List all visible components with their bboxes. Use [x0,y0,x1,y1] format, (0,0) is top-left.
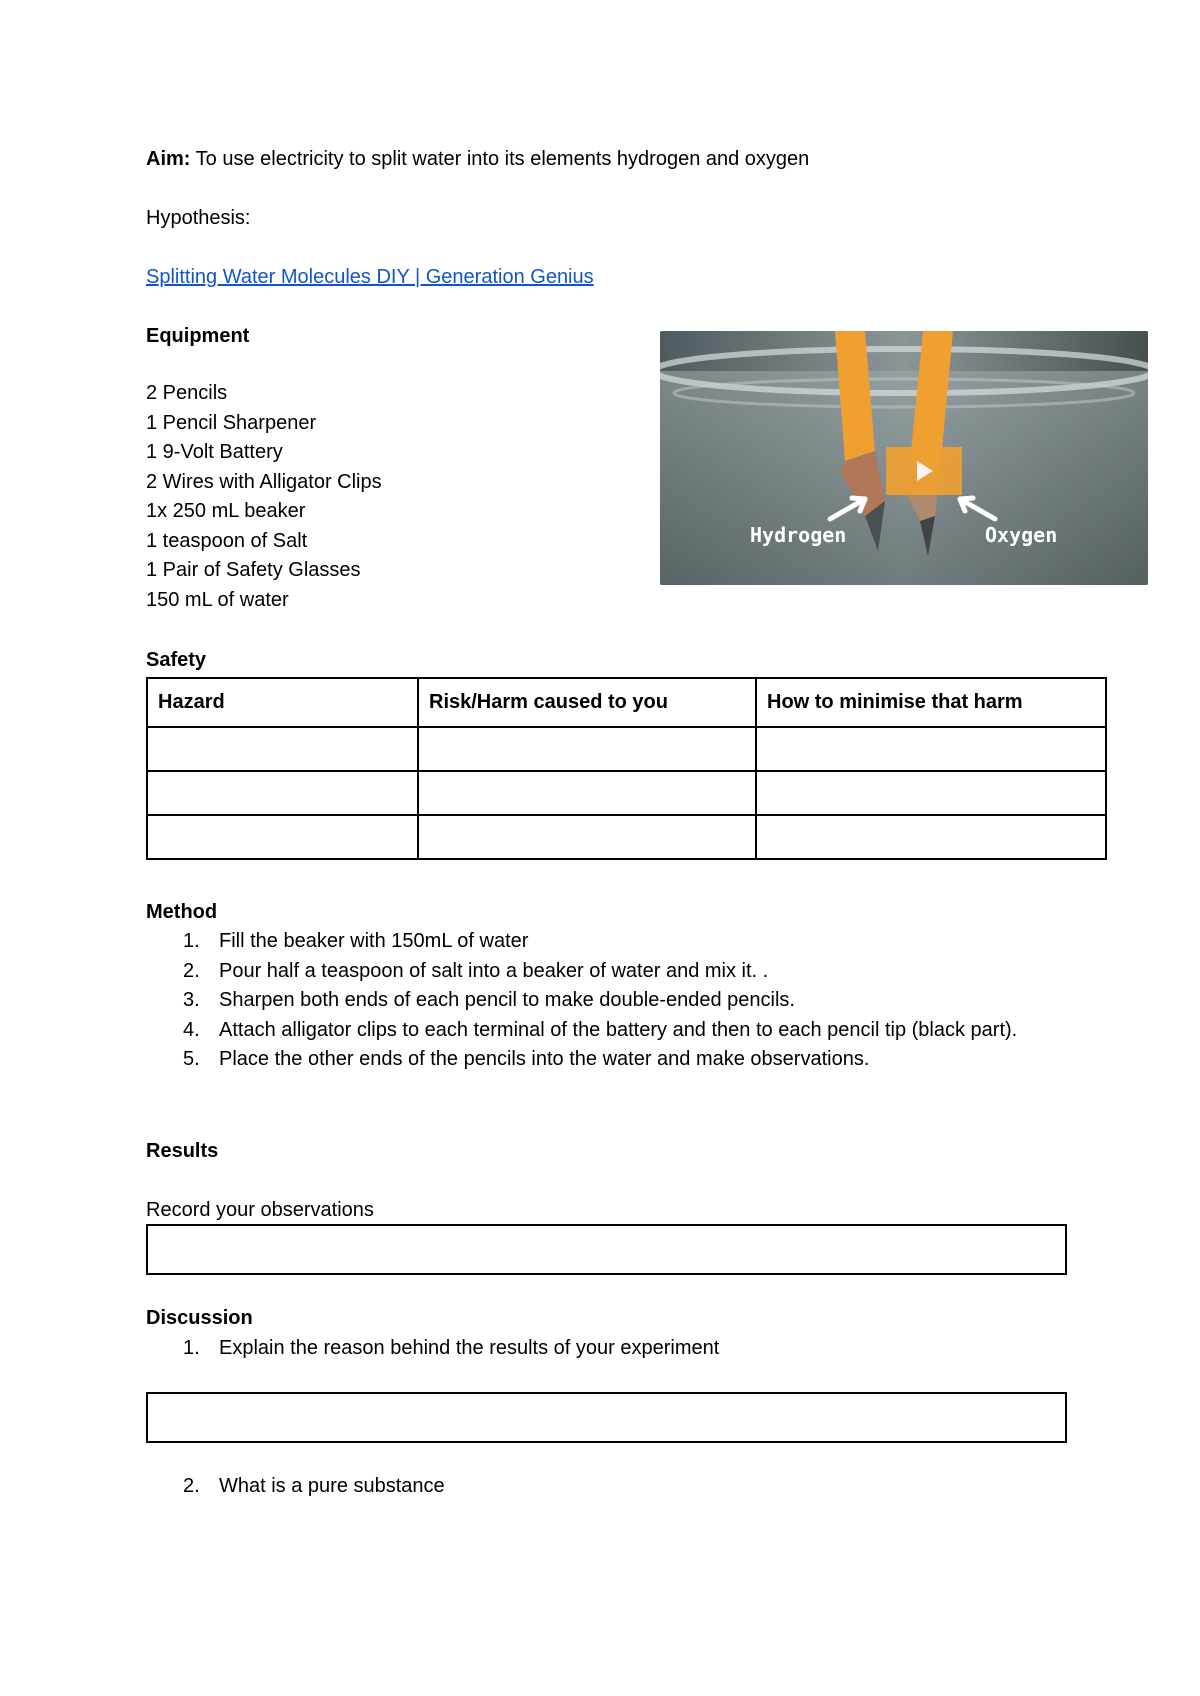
equipment-item: 1 Pencil Sharpener [146,411,317,434]
question-number: 1. [183,1337,200,1359]
table-cell[interactable] [147,771,418,815]
equipment-item: 1 Pair of Safety Glasses [146,559,361,581]
hydrogen-label: Hydrogen [750,523,847,547]
method-heading: Method [146,901,218,923]
discussion-question-2: What is a pure substance [219,1475,445,1497]
equipment-item: 1 teaspoon of Salt [146,529,308,552]
play-button[interactable] [886,447,962,495]
column-header: Risk/Harm caused to you [418,678,756,727]
discussion-answer-box[interactable] [146,1392,1067,1443]
table-row [147,771,1106,815]
table-cell[interactable] [756,771,1106,815]
safety-table [146,677,1107,860]
equipment-item: 1 9-Volt Battery [146,441,283,463]
equipment-item: 150 mL of water [146,588,289,611]
method-step: 3. Sharpen both ends of each pencil to make double-ended pencils. [183,989,795,1011]
discussion-question-1: Explain the reason behind the results of your experiment [219,1337,720,1359]
video-link[interactable]: Splitting Water Molecules DIY | Generation Genius [146,266,594,288]
table-cell[interactable] [756,727,1106,771]
equipment-item: 2 Wires with Alligator Clips [146,470,382,493]
table-cell[interactable] [147,727,418,771]
video-thumbnail[interactable] [660,331,1148,585]
aim-line [146,147,809,171]
table-header-row [147,678,1106,727]
table-cell[interactable] [418,771,756,815]
table-row [147,815,1106,859]
aim-label: Aim: [146,148,191,170]
method-step-text: Place the other ends of the pencils into the water and make observations. [219,1048,870,1070]
column-header: How to minimise that harm [756,678,1106,727]
method-step-text: Attach alligator clips to each terminal of the battery and then to each pencil tip (black part). [219,1018,1018,1041]
equipment-item: 1x 250 mL beaker [146,500,306,522]
method-step: 2. Pour half a teaspoon of salt into a beaker of water and mix it. . [183,959,769,982]
table-cell[interactable] [756,815,1106,859]
results-heading: Results [146,1140,219,1162]
equipment-item: 2 Pencils [146,382,228,404]
equipment-list [146,381,382,617]
method-step: 5. Place the other ends of the pencils into the water and make observations. [183,1048,870,1070]
method-step-text: Pour half a teaspoon of salt into a beaker of water and mix it. . [219,959,769,982]
method-step-text: Fill the beaker with 150mL of water [219,930,529,952]
question-number: 2. [183,1475,200,1497]
equipment-heading: Equipment [146,325,250,347]
table-cell[interactable] [418,815,756,859]
oxygen-label: Oxygen [985,523,1058,547]
column-header: Hazard [147,678,418,727]
safety-heading: Safety [146,649,207,671]
method-step-text: Sharpen both ends of each pencil to make double-ended pencils. [219,989,795,1011]
table-cell[interactable] [147,815,418,859]
aim-text: To use electricity to split water into its elements hydrogen and oxygen [190,148,810,170]
table-row [147,727,1106,771]
observations-answer-box[interactable] [146,1224,1067,1275]
method-steps [146,927,1199,1075]
hypothesis-label: Hypothesis: [146,207,251,229]
results-prompt: Record your observations [146,1199,374,1221]
method-step: 1. Fill the beaker with 150mL of water [183,930,529,952]
table-cell[interactable] [418,727,756,771]
play-icon [886,447,962,495]
discussion-heading: Discussion [146,1307,253,1329]
method-step: 4. Attach alligator clips to each terminal of the battery and then to each pencil tip (black part). [183,1018,1018,1041]
